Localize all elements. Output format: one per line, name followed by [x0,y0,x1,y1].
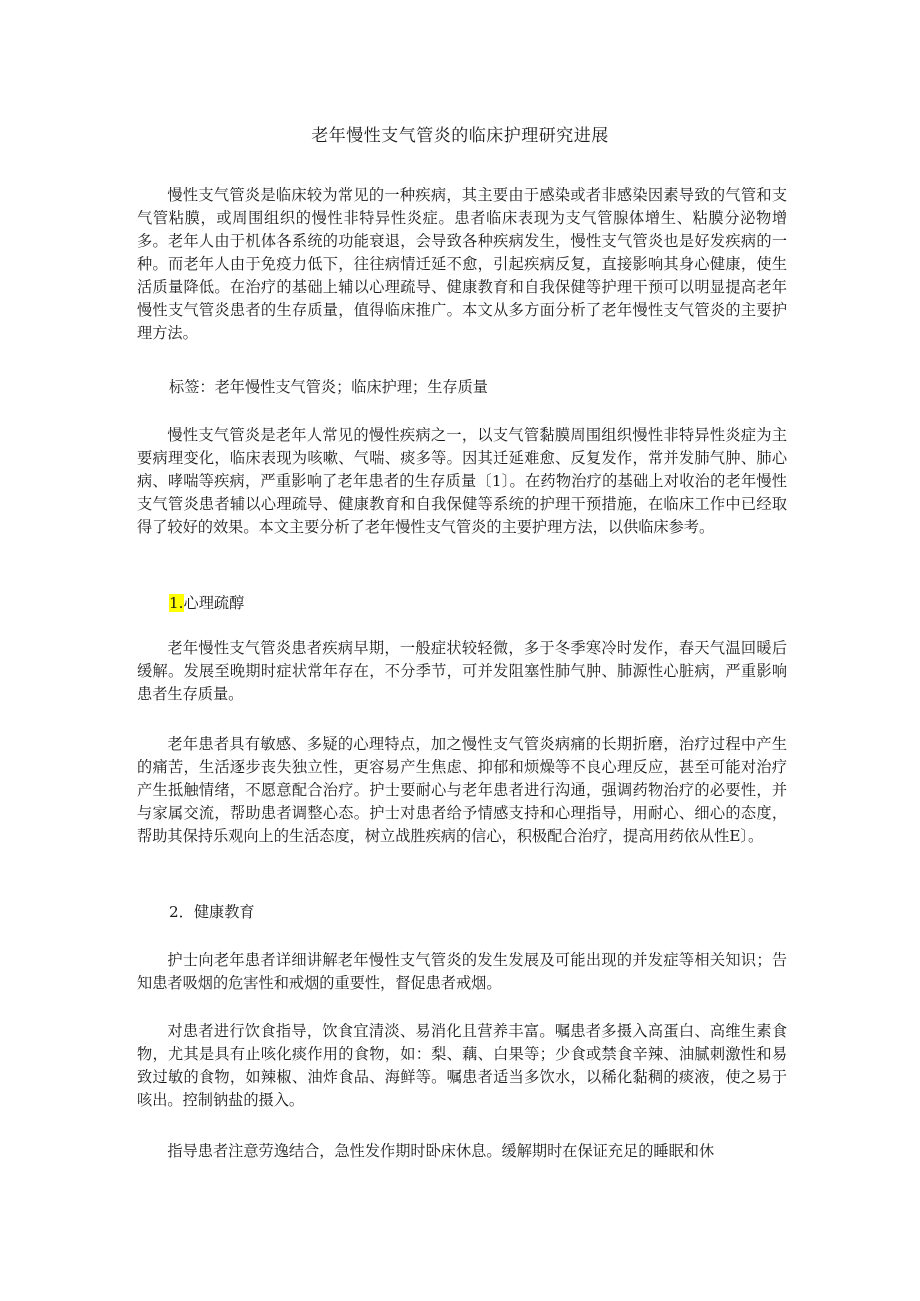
abstract-paragraph: 慢性支气管炎是临床较为常见的一种疾病，其主要由于感染或者非感染因素导致的气管和支气管粘膜，或周围组织的慢性非特异性炎症。患者临床表现为支气管腺体增生、粘膜分泌物增多。老年人由于机体各系统的功能衰退，会导致各种疾病发生，慢性支气管炎也是好发疾病的一种。而老年人由于免疫力低下，往往病情迁延不愈，引起疾病反复，直接影响其身心健康，使生活质量降低。在治疗的基础上辅以心理疏导、健康教育和自我保健等护理干预可以明显提高老年慢性支气管炎患者的生存质量，值得临床推广。本文从多方面分析了老年慢性支气管炎的主要护理方法。 [137,186,787,342]
document-title: 老年慢性支气管炎的临床护理研究进展 [311,126,609,146]
section-2-heading: 2．健康教育 [169,903,255,921]
section-1-label: 心理疏醇 [183,594,245,612]
section-1-paragraph-1: 老年慢性支气管炎患者疾病早期，一般症状较轻微，多于冬季寒冷时发作，春天气温回暖后缓解。发展至晚期时症状常年存在，不分季节，可并发阻塞性肺气肿、肺源性心脏病，严重影响患者生存质量。 [137,639,787,703]
section-2-paragraph-2: 对患者进行饮食指导，饮食宜清淡、易消化且营养丰富。嘱患者多摄入高蛋白、高维生素食物，尤其是具有止咳化痰作用的食物，如：梨、藕、白果等；少食或禁食辛辣、油腻刺激性和易致过敏的食物，如辣椒、油炸食品、海鲜等。嘱患者适当多饮水，以稀化黏稠的痰液，使之易于咳出。控制钠盐的摄入。 [137,1022,787,1109]
keywords-line: 标签：老年慢性支气管炎；临床护理；生存质量 [169,378,488,396]
section-2-paragraph-1: 护士向老年患者详细讲解老年慢性支气管炎的发生发展及可能出现的并发症等相关知识；告知患者吸烟的危害性和戒烟的重要性，督促患者戒烟。 [137,951,787,992]
section-2-paragraph-3: 指导患者注意劳逸结合，急性发作期时卧床休息。缓解期时在保证充足的睡眠和休 [167,1142,715,1160]
intro-paragraph: 慢性支气管炎是老年人常见的慢性疾病之一，以支气管黏膜周围组织慢性非特异性炎症为主要病理变化，临床表现为咳嗽、气喘、痰多等。因其迁延难愈、反复发作，常并发肺气肿、肺心病、哮喘等疾病，严重影响了老年患者的生存质量〔1〕。在药物治疗的基础上对收治的老年慢性支气管炎患者辅以心理疏导、健康教育和自我保健等系统的护理干预措施，在临床工作中已经取得了较好的效果。本文主要分析了老年慢性支气管炎的主要护理方法，以供临床参考。 [137,426,787,536]
section-1-paragraph-2: 老年患者具有敏感、多疑的心理特点，加之慢性支气管炎病痛的长期折磨，治疗过程中产生的痛苦，生活逐步丧失独立性，更容易产生焦虑、抑郁和烦燥等不良心理反应，甚至可能对治疗产生抵触情绪，不愿意配合治疗。护士要耐心与老年患者进行沟通，强调药物治疗的必要性，并与家属交流，帮助患者调整心态。护士对患者给予情感支持和心理指导，用耐心、细心的态度，帮助其保持乐观向上的生活态度，树立战胜疾病的信心，积极配合治疗，提高用药依从性E〕。 [137,735,787,845]
section-1-heading [169,592,244,615]
section-1-number: 1. [169,594,184,612]
